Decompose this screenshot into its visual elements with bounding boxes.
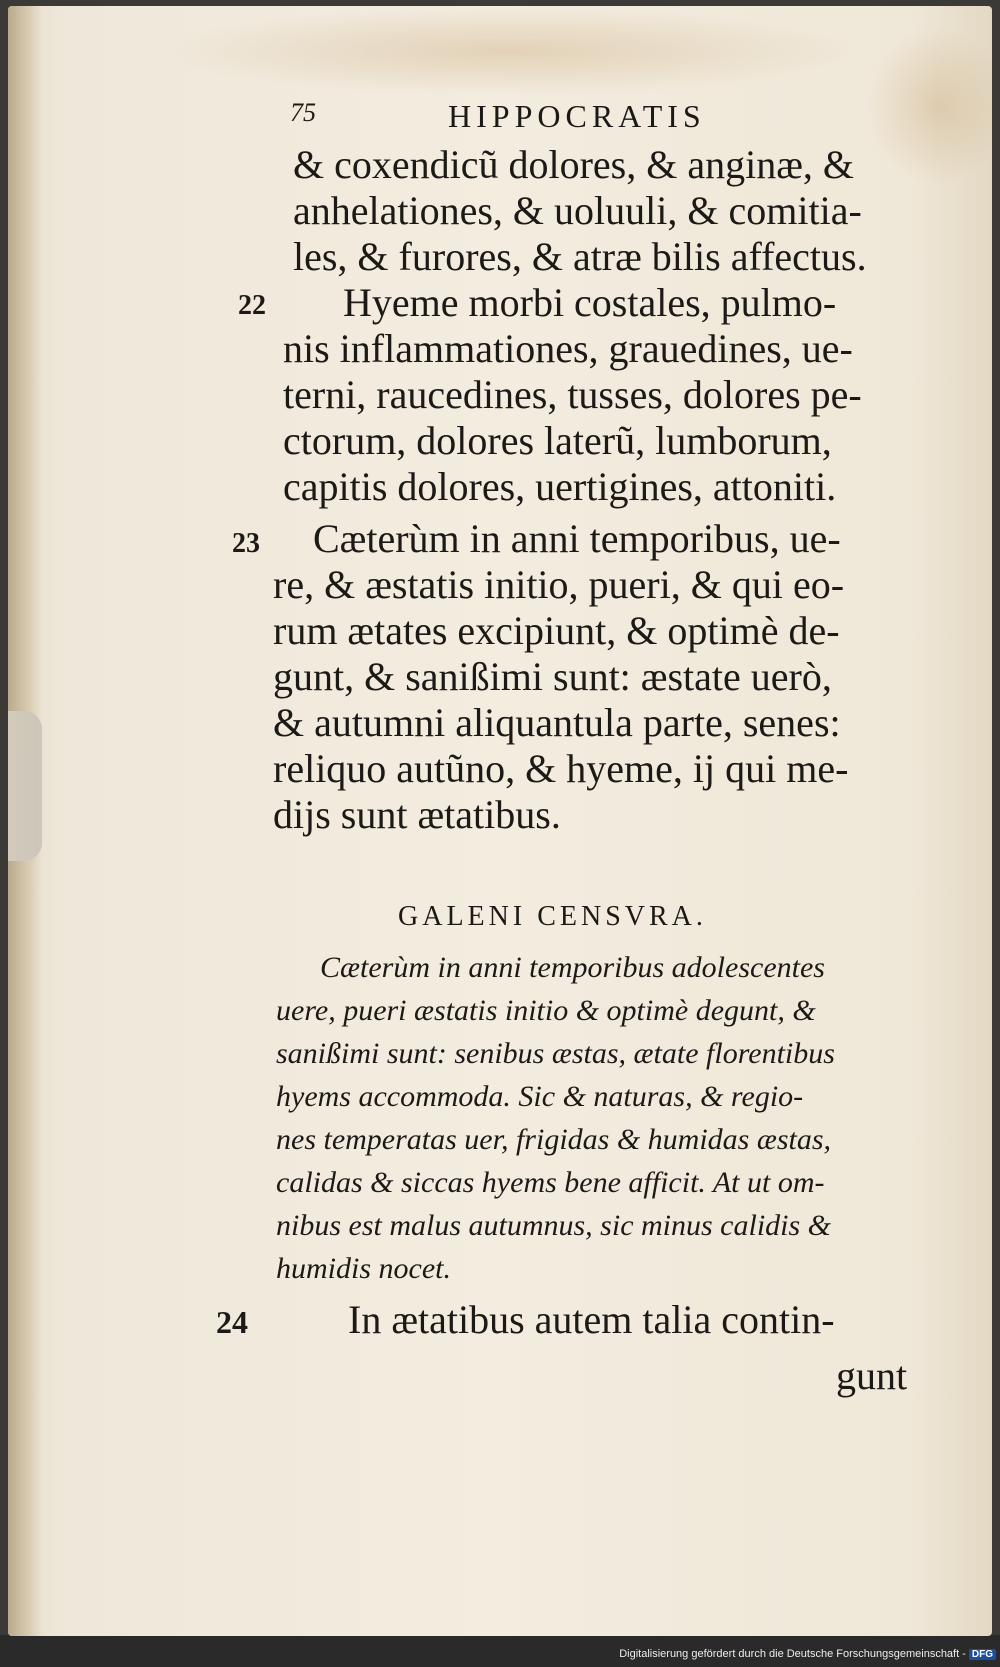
text-line: re, & æstatis initio, pueri, & qui eo-	[273, 562, 845, 607]
paper-stain	[158, 6, 858, 96]
text-line: ctorum, dolores laterũ, lumborum,	[283, 418, 832, 463]
credit-text: Digitalisierung gefördert durch die Deutsche Forschungsgemeinschaft -	[619, 1648, 966, 1660]
censura-heading: GALENI CENSVRA.	[398, 901, 707, 932]
section-number-24: 24	[216, 1304, 248, 1340]
censura-line: nibus est malus autumnus, sic minus calidis &	[276, 1209, 832, 1242]
text-line: In ætatibus autem talia contin-	[348, 1297, 835, 1342]
text-line: terni, raucedines, tusses, dolores pe-	[283, 372, 862, 417]
text-line: rum ætates excipiunt, & optimè de-	[273, 608, 840, 653]
censura-line: hyems accommoda. Sic & naturas, & regio-	[276, 1080, 804, 1113]
censura-line: Cæterùm in anni temporibus adolescentes	[320, 951, 825, 984]
section-number-22: 22	[238, 290, 266, 321]
dfg-logo: DFG	[969, 1649, 996, 1660]
text-line: anhelationes, & uoluuli, & comitia-	[293, 188, 862, 233]
paper-stain	[868, 26, 992, 186]
censura-line: nes temperatas uer, frigidas & humidas æstas,	[276, 1123, 832, 1156]
censura-line: humidis nocet.	[276, 1252, 451, 1285]
text-line: Cæterùm in anni temporibus, ue-	[313, 516, 841, 561]
book-page	[8, 6, 992, 1636]
page-number: 75	[290, 98, 316, 127]
censura-line: calidas & siccas hyems bene afficit. At ut om-	[276, 1166, 825, 1199]
text-line: & coxendicũ dolores, & anginæ, &	[293, 142, 855, 187]
text-line: dijs sunt ætatibus.	[273, 792, 561, 837]
text-line: Hyeme morbi costales, pulmo-	[343, 280, 837, 325]
text-line: nis inflammationes, grauedines, ue-	[283, 326, 853, 371]
book-clip	[8, 711, 42, 861]
text-line: capitis dolores, uertigines, attoniti.	[283, 464, 837, 509]
censura-line: sanißimi sunt: senibus æstas, ætate florentibus	[276, 1037, 835, 1070]
text-line: gunt, & sanißimi sunt: æstate uerò,	[273, 654, 832, 699]
text-line: les, & furores, & atræ bilis affectus.	[293, 234, 867, 279]
text-line: & autumni aliquantula parte, senes:	[273, 700, 841, 745]
running-head: HIPPOCRATIS	[448, 98, 706, 134]
digitization-credit	[0, 1648, 996, 1667]
catchword: gunt	[836, 1353, 908, 1398]
censura-line: uere, pueri æstatis initio & optimè degunt, &	[276, 994, 816, 1027]
text-line: reliquo autũno, & hyeme, ij qui me-	[273, 746, 849, 791]
section-number-23: 23	[232, 528, 260, 559]
